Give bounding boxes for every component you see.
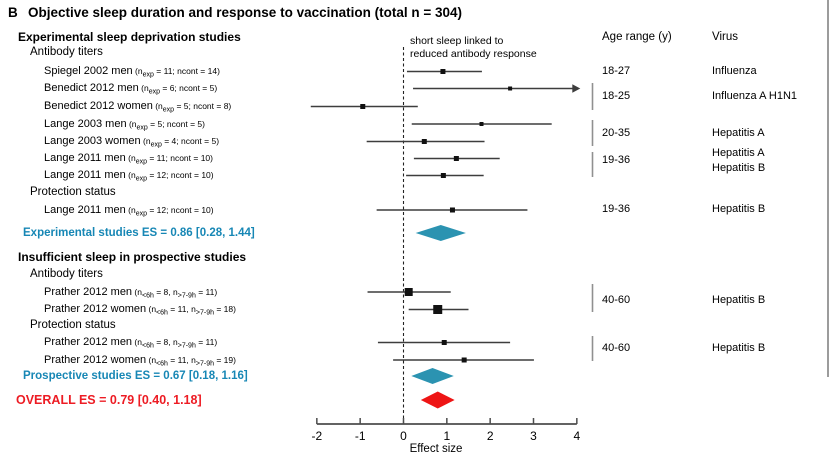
point-estimate-marker-lange-2003-women [422,139,427,144]
arrowhead-benedict-2012-men [572,84,580,92]
section-label-insuff-section: Insufficient sleep in prospective studies [18,249,247,264]
study-label-prather-men-prot: Prather 2012 men ($n_{<6h} = 8$, $n_{>7-9h} = 11$) [44,336,218,350]
virus-g-spiegel: Influenza [712,65,757,77]
point-estimate-marker-lange-2003-men [479,122,483,126]
x-axis-tick-label-0: 0 [400,429,407,443]
study-label-prather-women-prot: Prather 2012 women ($n_{<6h} = 11$, $n_{>7-9h} = 19$) [44,353,236,368]
sample-size-note: ($n_{exp} = 6$; ncont = 5) [138,83,218,96]
age-range-g-prather-prot: 40-60 [602,342,631,354]
page-title: Objective sleep duration and response to vaccination (total n = 304) [28,5,462,20]
virus-g-prather-ab: Hepatitis B [712,293,766,306]
sample-size-note: ($n_{exp} = 5$; ncont = 8) [152,101,232,114]
point-estimate-marker-prather-women-ab [433,305,442,314]
age-range-g-lange11-prot: 19-36 [602,203,631,215]
age-range-g-benedict: 18-25 [602,90,631,102]
overall-label-overall: OVERALL ES = 0.79 [0.40, 1.18] [16,392,202,407]
sample-size-note: ($n_{<6h} = 11$, $n_{>7-9h} = 19$) [146,354,236,368]
sample-size-note: ($n_{exp} = 12$; ncont = 10) [125,204,214,218]
panel-label: B [8,5,18,20]
subsection-label-antibody-2: Antibody titers [30,267,103,280]
age-range-g-lange11: 19-36 [602,154,631,166]
x-axis-tick-label-1: 1 [443,429,451,443]
x-axis-tick-label-4: 4 [573,429,581,443]
age-range-g-prather-ab: 40-60 [602,293,631,306]
point-estimate-marker-lange-2011-men-2 [441,173,446,178]
virus-g-lange03: Hepatitis A [712,126,765,139]
age-range-g-lange03: 20-35 [602,126,631,139]
point-estimate-marker-prather-men-ab [405,288,413,296]
virus-column-header: Virus [712,31,738,43]
summary-label-prosp-summary: Prospective studies ES = 0.67 [0.18, 1.16] [23,369,248,382]
zero-line-annotation [410,35,537,61]
summary-diamond-overall [421,392,455,409]
age-range-g-spiegel: 18-27 [602,65,631,77]
virus-g-prather-prot: Hepatitis B [712,342,766,354]
x-axis-tick-label--2: -2 [311,429,323,443]
annotation-line-1: short sleep linked to [410,35,504,47]
point-estimate-marker-benedict-2012-men [508,87,512,91]
virus-g-lange11: Hepatitis A Hepatitis B [712,146,766,174]
sample-size-note: ($n_{exp} = 12$; ncont = 10) [125,170,214,183]
sample-size-note: ($n_{<6h} = 8$, $n_{>7-9h} = 11$) [132,286,218,300]
age-column-header: Age range (y) [602,31,672,43]
x-axis-label: Effect size [409,443,463,455]
summary-label-exp-summary: Experimental studies ES = 0.86 [0.28, 1.44] [23,226,255,239]
point-estimate-marker-lange-2011-men-1 [454,156,459,161]
sample-size-note: ($n_{exp} = 11$; ncont = 14) [132,66,220,79]
point-estimate-marker-prather-women-prot [462,358,467,363]
virus-g-lange11-prot: Hepatitis B [712,203,766,215]
x-axis-tick-label-3: 3 [530,429,537,443]
x-axis-tick-label-2: 2 [486,429,494,443]
study-label-spiegel-2002-men: Spiegel 2002 men ($n_{exp} = 11$; ncont = 14) [44,65,220,79]
section-label-exp-section: Experimental sleep deprivation studies [18,29,241,44]
sample-size-note: ($n_{exp} = 5$; ncont = 5) [126,118,205,132]
annotation-line-2: reduced antibody response [410,48,537,60]
x-axis-tick-label--1: -1 [354,429,366,443]
study-label-lange-2011-men-prot: Lange 2011 men ($n_{exp} = 12$; ncont = 10) [44,203,214,218]
point-estimate-marker-lange-2011-men-prot [450,208,455,213]
study-label-prather-men-ab: Prather 2012 men ($n_{<6h} = 8$, $n_{>7-9h} = 11$) [44,285,218,300]
study-label-benedict-2012-women: Benedict 2012 women ($n_{exp} = 5$; ncont = 8) [44,100,232,114]
point-estimate-marker-prather-men-prot [442,340,447,345]
study-label-lange-2011-men-2: Lange 2011 men ($n_{exp} = 12$; ncont = 10) [44,169,214,183]
point-estimate-marker-spiegel-2002-men [440,69,445,74]
study-label-lange-2003-women: Lange 2003 women ($n_{exp} = 4$; ncont = 5) [44,135,220,149]
virus-g-benedict: Influenza A H1N1 [712,90,798,102]
sample-size-note: ($n_{exp} = 11$; ncont = 10) [125,153,213,166]
sample-size-note: ($n_{<6h} = 11$, $n_{>7-9h} = 18$) [146,304,236,317]
study-label-prather-women-ab: Prather 2012 women ($n_{<6h} = 11$, $n_{>7-9h} = 18$) [44,303,236,317]
subsection-label-protection-2: Protection status [30,319,116,331]
summary-diamond-prosp-summary [411,368,453,384]
point-estimate-marker-benedict-2012-women [360,104,365,109]
study-label-lange-2011-men-1: Lange 2011 men ($n_{exp} = 11$; ncont = 10) [44,152,213,166]
study-label-benedict-2012-men: Benedict 2012 men ($n_{exp} = 6$; ncont = 5) [44,82,218,96]
subsection-label-antibody-1: Antibody titers [30,45,103,58]
sample-size-note: ($n_{exp} = 4$; ncont = 5) [140,136,220,149]
sample-size-note: ($n_{<6h} = 8$, $n_{>7-9h} = 11$) [132,337,218,350]
figure-title-row [8,5,462,20]
study-label-lange-2003-men: Lange 2003 men ($n_{exp} = 5$; ncont = 5) [44,117,205,132]
summary-diamond-exp-summary [416,225,466,241]
subsection-label-protection-1: Protection status [30,185,116,198]
